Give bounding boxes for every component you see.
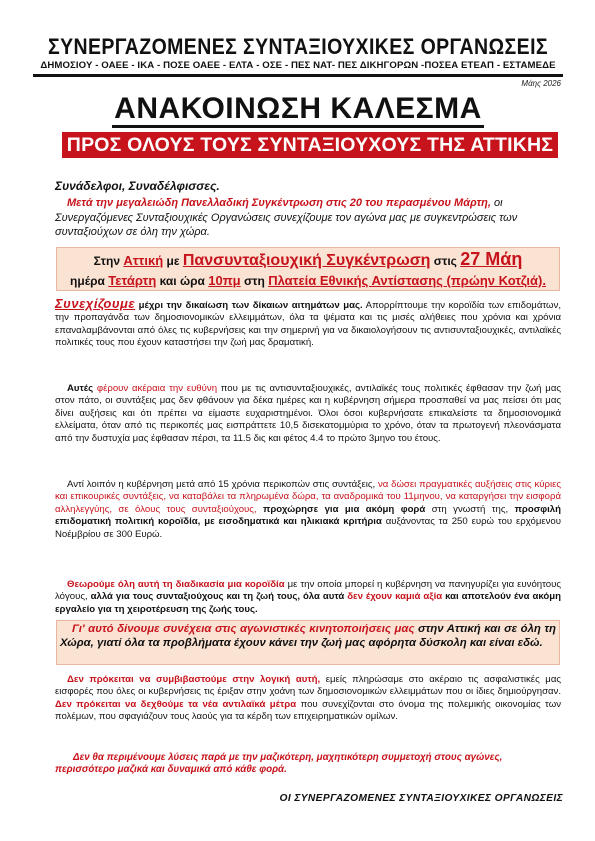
paragraph-4-text: με την οποία μπορεί η κυβέρνηση να πανηγυρίζει για ευνόητους λόγους, (55, 579, 561, 603)
paragraph-2-text: που με τις αντισυνταξιουχικές, αντιλαϊκές τους πολιτικές έφθασαν την ζωή μας στον πάτο, οι συντάξεις μας δεν φθάνουν για δέκα ημέρες και η κυβέρνηση σήμερα προσπαθεί να μας πείσει ότι μας δίνει αυξήσεις και ότι πρέπει να είμαστε ευχαριστημένοι. Όλοι όσοι κυβερνήσατε επικαλείστε τα δημοσιονομικά ελλείματα, όταν από τις περικοπές μας εισπράττετε 10,5 δισεκατομμύρια το χρόνο, όταν τα πρωτογενή πλεονάσματα από την δυστυχία μας έφθασαν πέρσι, τα 11.5 δις και φέτος 4.4 το πρώτο 3μηνο του έτους. (55, 383, 561, 444)
paragraph-4 (55, 579, 561, 616)
event-location: Πλατεία Εθνικής Αντίστασης (πρώην Κοτζιά). (268, 273, 546, 288)
org-list: ΔΗΜΟΣΙΟΥ - ΟΑΕΕ - ΙΚΑ - ΠΟΣΕ ΟΑΕΕ - ΕΛΤΑ - ΟΣΕ - ΠΕΣ ΝΑΤ- ΠΕΣ ΔΙΚΗΓΟΡΩΝ -ΠΟΣΕΑ ΕΤΕΑΠ - ΕΣΤΑΜΕΔΕ (40, 60, 556, 71)
greeting: Συνάδελφοι, Συναδέλφισσες. (55, 179, 220, 193)
closing-statement: Δεν θα περιμένουμε λύσεις παρά με την μαζικότερη, μαχητικότερη συμμετοχή στους αγώνες, περισσότερο μαζικά και δυναμικά από κάθε φορά. (55, 752, 503, 776)
announcement-title-text: ΑΝΑΚΟΙΝΩΣΗ ΚΑΛΕΣΜΑ (112, 92, 484, 128)
event-name: Πανσυνταξιουχική Συγκέντρωση (182, 252, 431, 269)
paragraph-4-bold: και αποτελούν ένα ακόμη εργαλείο για τη χειροτέρευση της ζωής τους. (55, 591, 561, 615)
event-text: ημέρα (70, 274, 109, 288)
announcement-title (33, 92, 563, 126)
paragraph-3 (55, 479, 561, 541)
event-line-1 (56, 249, 560, 270)
event-line-2 (56, 272, 560, 290)
paragraph-2 (55, 383, 561, 445)
intro-paragraph (55, 196, 561, 240)
paragraph-1-bold: μέχρι την δικαίωση των δίκαιων αιτημάτων μας. (135, 300, 363, 311)
call-to-action-text: στην Αττική και σε όλη τη Χώρα, γιατί όλα τα προβλήματα έχουν κάνει την ζωή μας αφόρητα δύσκολη και είναι εδώ. (60, 623, 557, 649)
paragraph-3-text: Αντί λοιπόν η κυβέρνηση μετά από 15 χρόνια περικοπών στις συντάξεις, (67, 479, 378, 490)
paragraph-4-emphasis: δεν έχουν καμιά αξία (344, 591, 443, 603)
paragraph-5-lead: Δεν πρόκειται να συμβιβαστούμε στην λογική αυτή, (67, 674, 321, 685)
issue-date: Μάης 2026 (521, 79, 561, 88)
event-text: με (163, 254, 183, 268)
paragraph-4-bold: αλλά για τους συνταξιούχους και τη ζωή τους, όλα αυτά (90, 591, 345, 603)
paragraph-5-text: που συνεχίζονται στο όνομα της πολεμικής οικονομίας των πολέμων, που σφαγιάζουν τους λαούς για τα κέρδη των επιχειρηματικών ομίλων. (55, 698, 562, 723)
paragraph-3-bold: προσφιλή επιδοματική πολιτική κοροϊδία, με εισοδηματικά και ηλικιακά κριτήρια (55, 503, 561, 528)
paragraph-3-demands: να δώσει πραγματικές αυξήσεις στις κύριες και επικουρικές συντάξεις, να καταβάλει τα πληρωμένα δώρα, τα αναδρομικά του 11μηνου, να καταργήσει την εισφορά αλληλεγγύης, σε όλους τους συνταξιούχους, (55, 479, 561, 515)
event-text: Στην (93, 254, 124, 268)
org-title: ΣΥΝΕΡΓΑΖΟΜΕΝΕΣ ΣΥΝΤΑΞΙΟΥΧΙΚΕΣ ΟΡΓΑΝΩΣΕΙΣ (48, 34, 548, 60)
event-place: Αττική (123, 253, 164, 268)
intro-emphasis: Μετά την μεγαλειώδη Πανελλαδική Συγκέντρωση στις 20 του περασμένου Μάρτη, (67, 197, 491, 209)
event-date: 27 Μάη (460, 249, 523, 269)
call-to-action-lead: Γι' αυτό δίνουμε συνέχεια στις αγωνιστικές κινητοποιήσεις μας (72, 623, 415, 635)
header-divider (33, 74, 563, 77)
event-text: και ώρα (156, 274, 209, 288)
call-to-action (60, 622, 556, 650)
event-time: 10πμ (208, 273, 241, 288)
paragraph-3-bold: προχώρησε για μια ακόμη φορά (256, 503, 426, 515)
paragraph-1-text: Απορρίπτουμε την κοροϊδία των επιδομάτων, την προπαγάνδα των δημοσιονομικών ελλειμμάτων, όλα τα ψέματα και τις μισές αλήθειες που χρόνια και χρόνια επαναλαμβάνονται από όλες τις κυβερνήσεις και την σημερινή για να δικαιολογήσουν τις αντισυνταξιουχικές, αντιλαϊκές πολιτικές τους που έχουν καταστήσει την ζωή μας δραματική. (55, 300, 561, 349)
paragraph-2-lead: Αυτές (67, 383, 97, 394)
event-day: Τετάρτη (108, 273, 157, 288)
paragraph-5 (55, 674, 561, 724)
paragraph-1 (55, 298, 561, 350)
paragraph-5-text: εμείς πληρώσαμε στο ακέραιο τις ασφαλιστικές μας εισφορές που όλες οι κυβερνήσεις τις έριξαν στην χοάνη των δημοσιονομικών ελλειμμάτων που οι ίδιες δημιούργησαν. (55, 674, 561, 698)
audience-banner: ΠΡΟΣ ΟΛΟΥΣ ΤΟΥΣ ΣΥΝΤΑΞΙΟΥΧΟΥΣ ΤΗΣ ΑΤΤΙΚΗΣ (62, 132, 558, 158)
paragraph-5-emphasis: Δεν πρόκειται να δεχθούμε τα νέα αντιλαϊκά μέτρα (55, 698, 297, 710)
intro-rest: οι Συνεργαζόμενες Συνταξιουχικές Οργανώσεις συνεχίζουμε τον αγώνα μας με συγκεντρώσεις των συνταξιούχων σε όλη την χώρα. (55, 197, 518, 239)
paragraph-1-lead: Συνεχίζουμε (55, 296, 136, 311)
paragraph-4-lead: Θεωρούμε όλη αυτή τη διαδικασία μια κοροϊδία (67, 579, 285, 590)
paragraph-2-emphasis: φέρουν ακέραια την ευθύνη (96, 383, 218, 394)
event-text: στις (430, 254, 461, 268)
paragraph-3-text: στη γνωστή της, (425, 503, 515, 515)
paragraph-3-text: αυξάνοντας τα 250 ευρώ του ερχόμενου Νοέμβρίου σε 300 Ευρώ. (55, 516, 562, 540)
signature: ΟΙ ΣΥΝΕΡΓΑΖΟΜΕΝΕΣ ΣΥΝΤΑΞΙΟΥΧΙΚΕΣ ΟΡΓΑΝΩΣΕΙΣ (279, 793, 563, 804)
event-text: στη (240, 274, 269, 288)
